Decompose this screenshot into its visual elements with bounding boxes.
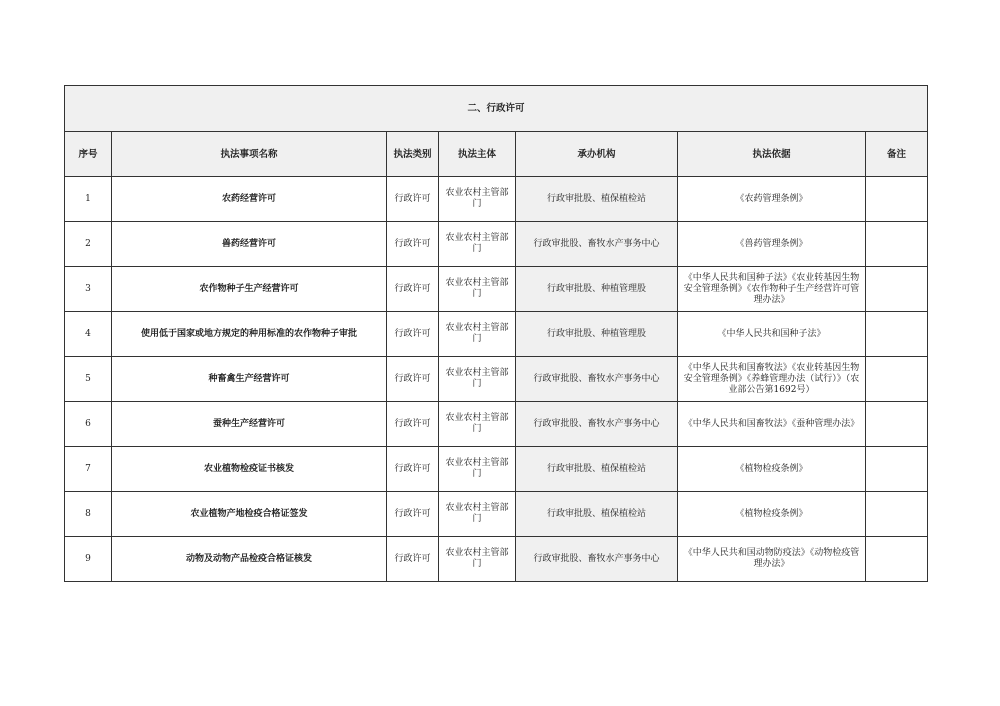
cell-remark [866,492,928,537]
cell-remark [866,357,928,402]
cell-org: 行政审批股、植保植检站 [516,177,678,222]
cell-basis: 《农药管理条例》 [678,177,866,222]
cell-seq: 5 [65,357,112,402]
cell-name: 农业植物检疫证书核发 [112,447,387,492]
table-row [65,312,928,357]
cell-remark [866,312,928,357]
cell-seq: 1 [65,177,112,222]
cell-basis: 《中华人民共和国种子法》《农业转基因生物安全管理条例》《农作物种子生产经营许可管理办法》 [678,267,866,312]
header-row [65,132,928,177]
cell-remark [866,402,928,447]
header-category: 执法类别 [387,132,439,177]
cell-subject: 农业农村主管部门 [439,447,516,492]
table-row [65,402,928,447]
cell-name: 种畜禽生产经营许可 [112,357,387,402]
cell-category: 行政许可 [387,537,439,582]
cell-category: 行政许可 [387,222,439,267]
cell-name: 兽药经营许可 [112,222,387,267]
cell-name: 使用低于国家或地方规定的种用标准的农作物种子审批 [112,312,387,357]
cell-subject: 农业农村主管部门 [439,492,516,537]
cell-org: 行政审批股、畜牧水产事务中心 [516,402,678,447]
table-row [65,177,928,222]
cell-basis: 《中华人民共和国种子法》 [678,312,866,357]
cell-basis: 《植物检疫条例》 [678,447,866,492]
cell-name: 农作物种子生产经营许可 [112,267,387,312]
cell-org: 行政审批股、植保植检站 [516,492,678,537]
cell-seq: 4 [65,312,112,357]
table-row [65,357,928,402]
cell-subject: 农业农村主管部门 [439,312,516,357]
section-title-row [65,86,928,132]
header-basis: 执法依据 [678,132,866,177]
header-remark: 备注 [866,132,928,177]
section-title: 二、行政许可 [65,86,928,132]
cell-basis: 《兽药管理条例》 [678,222,866,267]
cell-org: 行政审批股、种植管理股 [516,267,678,312]
cell-category: 行政许可 [387,177,439,222]
cell-subject: 农业农村主管部门 [439,267,516,312]
table-row [65,222,928,267]
table-row [65,492,928,537]
cell-seq: 2 [65,222,112,267]
cell-category: 行政许可 [387,447,439,492]
cell-seq: 7 [65,447,112,492]
table-row [65,267,928,312]
cell-subject: 农业农村主管部门 [439,357,516,402]
cell-category: 行政许可 [387,267,439,312]
cell-name: 农药经营许可 [112,177,387,222]
permit-table [64,85,928,582]
cell-name: 农业植物产地检疫合格证签发 [112,492,387,537]
table-row [65,447,928,492]
cell-org: 行政审批股、种植管理股 [516,312,678,357]
cell-org: 行政审批股、畜牧水产事务中心 [516,222,678,267]
table-row [65,537,928,582]
cell-basis: 《中华人民共和国畜牧法》《农业转基因生物安全管理条例》《养蜂管理办法（试行）》（农业部公告第1692号） [678,357,866,402]
header-name: 执法事项名称 [112,132,387,177]
cell-category: 行政许可 [387,492,439,537]
cell-category: 行政许可 [387,402,439,447]
cell-category: 行政许可 [387,312,439,357]
cell-subject: 农业农村主管部门 [439,177,516,222]
cell-basis: 《中华人民共和国畜牧法》《蚕种管理办法》 [678,402,866,447]
cell-seq: 3 [65,267,112,312]
cell-remark [866,177,928,222]
cell-org: 行政审批股、畜牧水产事务中心 [516,357,678,402]
cell-remark [866,222,928,267]
cell-basis: 《植物检疫条例》 [678,492,866,537]
cell-remark [866,447,928,492]
cell-category: 行政许可 [387,357,439,402]
cell-name: 动物及动物产品检疫合格证核发 [112,537,387,582]
cell-subject: 农业农村主管部门 [439,402,516,447]
cell-org: 行政审批股、畜牧水产事务中心 [516,537,678,582]
header-subject: 执法主体 [439,132,516,177]
cell-subject: 农业农村主管部门 [439,537,516,582]
cell-subject: 农业农村主管部门 [439,222,516,267]
cell-org: 行政审批股、植保植检站 [516,447,678,492]
cell-seq: 9 [65,537,112,582]
header-seq: 序号 [65,132,112,177]
cell-seq: 6 [65,402,112,447]
cell-remark [866,537,928,582]
cell-remark [866,267,928,312]
cell-basis: 《中华人民共和国动物防疫法》《动物检疫管理办法》 [678,537,866,582]
header-org: 承办机构 [516,132,678,177]
cell-name: 蚕种生产经营许可 [112,402,387,447]
cell-seq: 8 [65,492,112,537]
